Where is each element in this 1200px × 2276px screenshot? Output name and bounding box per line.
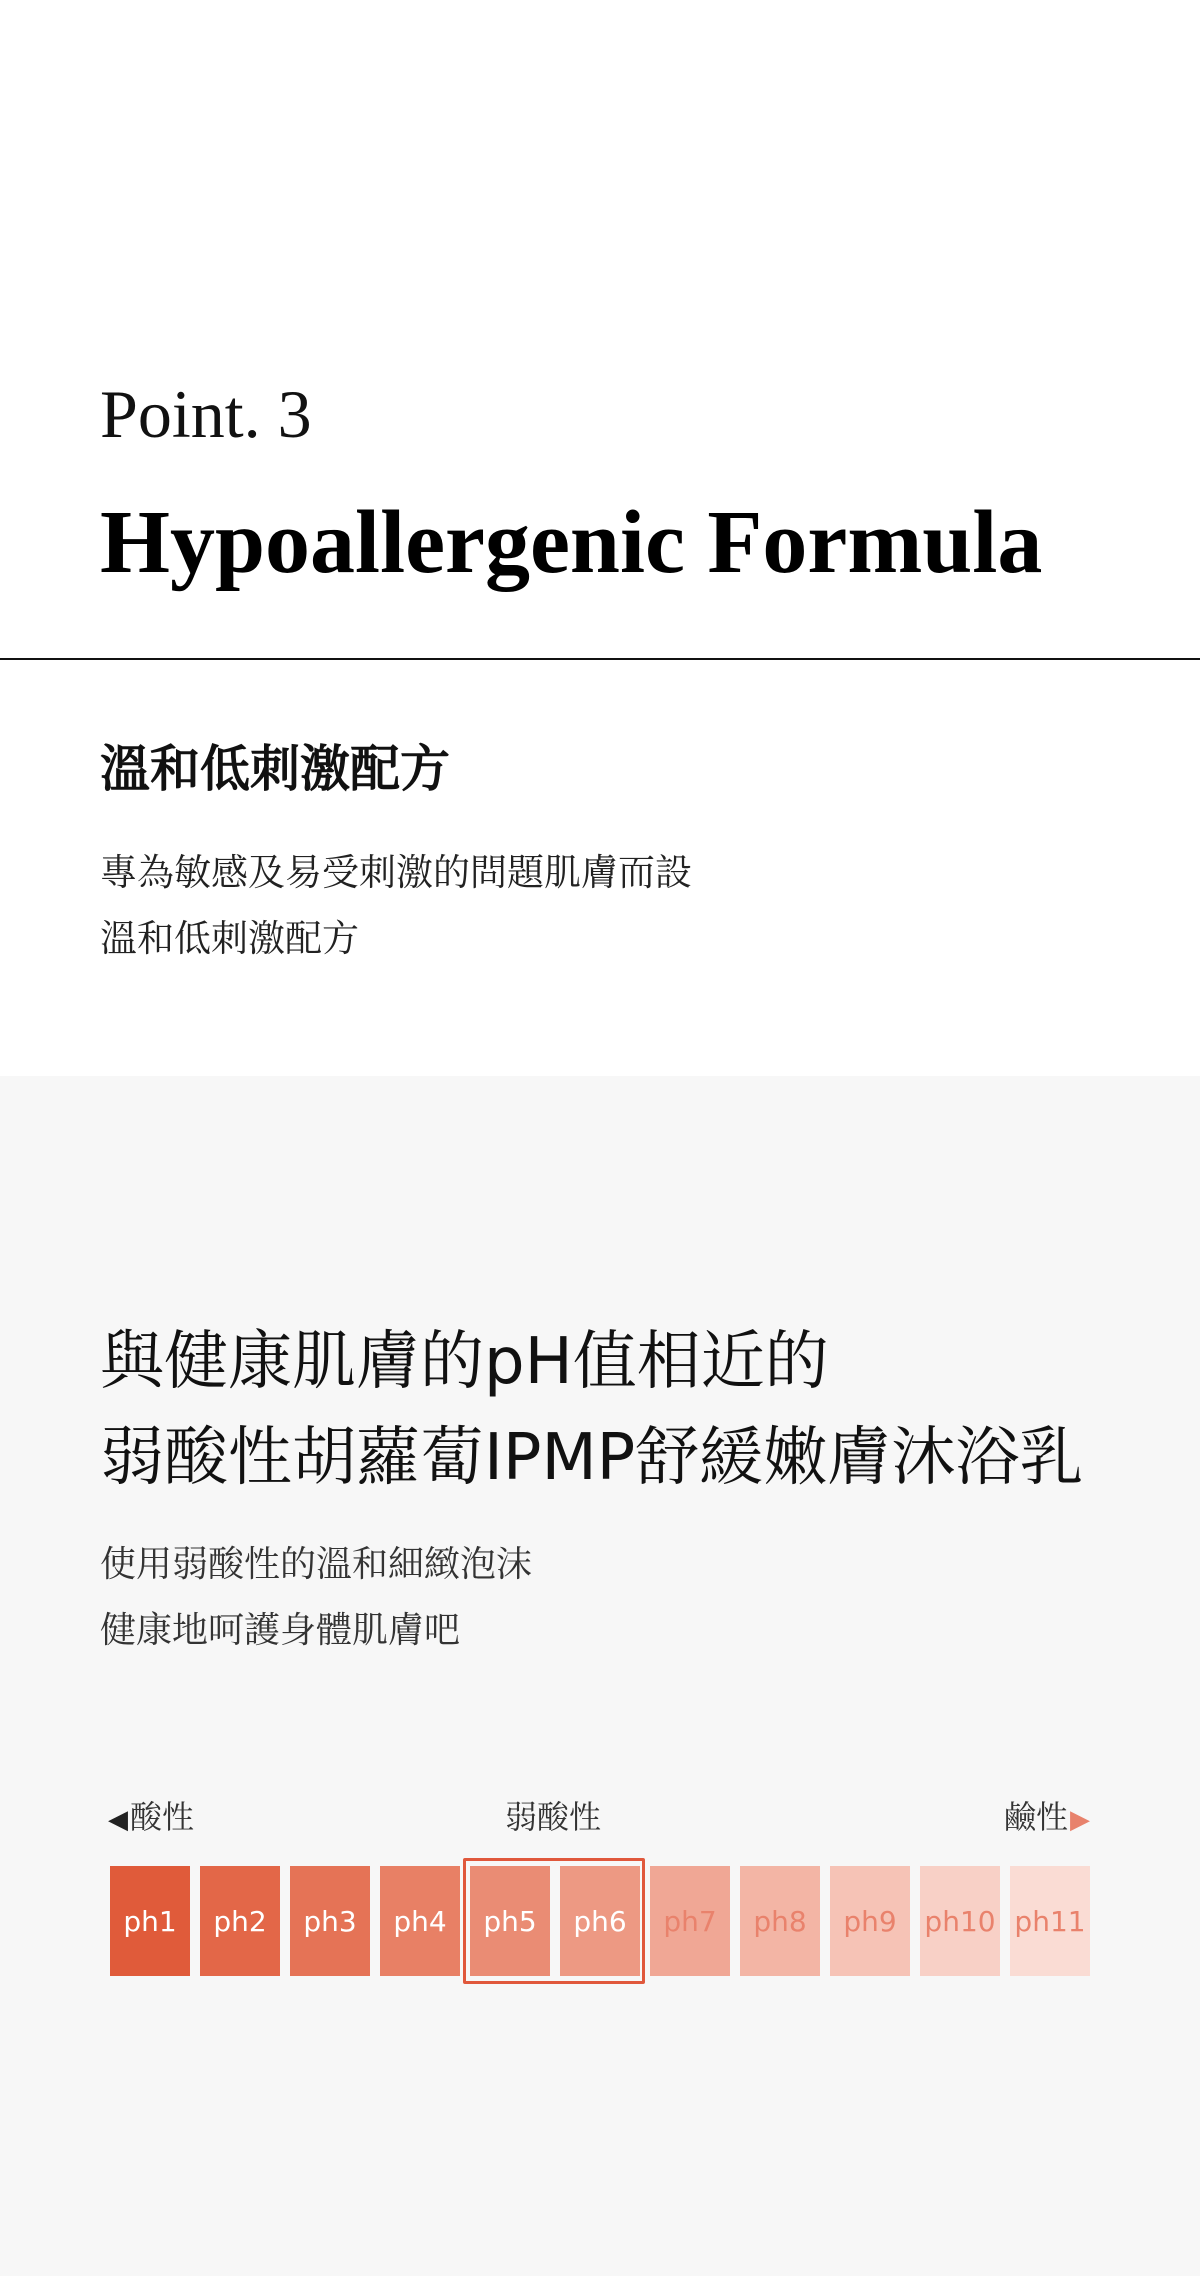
divider bbox=[0, 658, 1200, 660]
acidic-label-text: 酸性 bbox=[130, 1798, 195, 1836]
ph-cell-ph8: ph8 bbox=[740, 1866, 820, 1976]
ph-heading-line: 與健康肌膚的pH值相近的 bbox=[100, 1325, 829, 1399]
feature-title: Hypoallergenic Formula bbox=[100, 493, 1043, 592]
ph-scale bbox=[110, 1866, 1090, 1976]
ph-body-line: 健康地呵護身體肌膚吧 bbox=[100, 1610, 461, 1651]
ph-body-line: 使用弱酸性的溫和細緻泡沫 bbox=[100, 1544, 533, 1585]
weak-acidic-label: 弱酸性 bbox=[504, 1798, 601, 1836]
alkaline-label-text: 鹼性 bbox=[1003, 1798, 1068, 1836]
ph-cell-ph1: ph1 bbox=[110, 1866, 190, 1976]
ph-section bbox=[0, 1076, 1200, 2276]
ph-heading bbox=[100, 1314, 1083, 1506]
ph-body bbox=[100, 1532, 532, 1664]
triangle-right-icon: ▶ bbox=[1070, 1805, 1090, 1835]
alkaline-label bbox=[1004, 1792, 1090, 1845]
ph-cell-ph7: ph7 bbox=[650, 1866, 730, 1976]
point-label: Point. 3 bbox=[100, 376, 312, 452]
point-section bbox=[0, 0, 1200, 1076]
description-line: 專為敏感及易受刺激的問題肌膚而設 bbox=[100, 851, 692, 894]
ph-cell-ph6: ph6 bbox=[560, 1866, 640, 1976]
triangle-left-icon: ◀ bbox=[108, 1805, 128, 1835]
ph-cell-ph9: ph9 bbox=[830, 1866, 910, 1976]
ph-cell-ph11: ph11 bbox=[1010, 1866, 1090, 1976]
ph-cell-ph5: ph5 bbox=[470, 1866, 550, 1976]
feature-description bbox=[100, 840, 692, 972]
feature-subheading: 溫和低刺激配方 bbox=[100, 740, 450, 798]
ph-cell-ph2: ph2 bbox=[200, 1866, 280, 1976]
ph-cell-ph10: ph10 bbox=[920, 1866, 1000, 1976]
ph-scale-labels bbox=[108, 1792, 1090, 1842]
ph-cell-ph4: ph4 bbox=[380, 1866, 460, 1976]
ph-heading-line: 弱酸性胡蘿蔔IPMP舒緩嫩膚沐浴乳 bbox=[100, 1421, 1084, 1495]
weak-acidic-highlight bbox=[463, 1858, 645, 1984]
ph-cell-ph3: ph3 bbox=[290, 1866, 370, 1976]
description-line: 溫和低刺激配方 bbox=[100, 917, 359, 960]
